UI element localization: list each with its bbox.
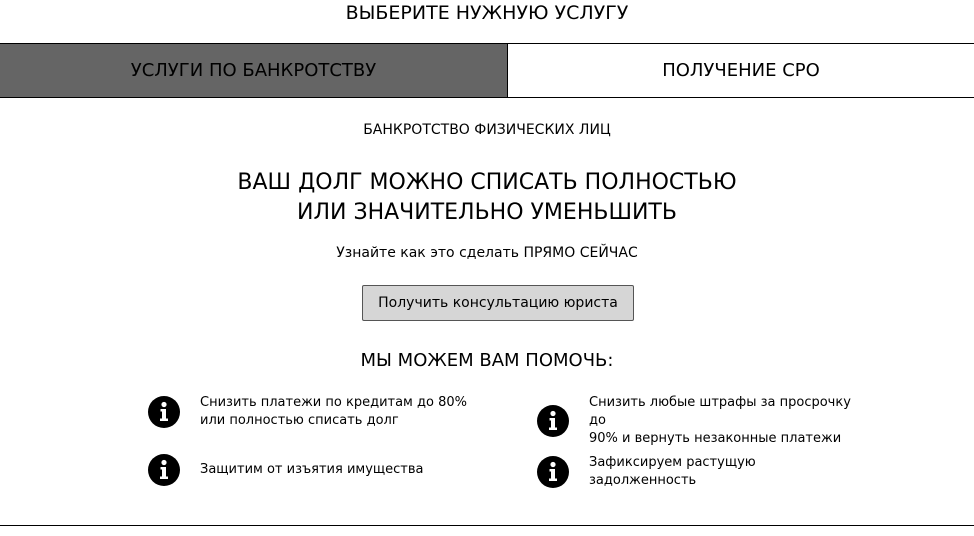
info-icon [148,454,180,486]
feature-item [537,454,859,490]
subline: Узнайте как это сделать ПРЯМО СЕЙЧАС [336,245,638,261]
feature-text [589,394,859,448]
feature-text-line-1: Защитим от изъятия имущества [200,462,424,477]
info-icon [537,456,569,488]
service-tabs [0,43,974,98]
info-icon [537,405,569,437]
feature-text-line-1: Снизить платежи по кредитам до 80% [200,395,467,410]
feature-text-line-2: или полностью списать долг [200,413,399,428]
headline-line-1: ВАШ ДОЛГ МОЖНО СПИСАТЬ ПОЛНОСТЬЮ [237,170,737,195]
bottom-divider [0,525,974,526]
feature-text [200,394,467,430]
get-consultation-button[interactable]: Получить консультацию юриста [362,285,634,321]
feature-text-line-1: Снизить любые штрафы за просрочку до [589,395,851,428]
help-heading: МЫ МОЖЕМ ВАМ ПОМОЧЬ: [360,350,614,371]
page-heading: ВЫБЕРИТЕ НУЖНУЮ УСЛУГУ [345,2,629,24]
headline [0,168,974,228]
feature-item [537,394,859,448]
section-label: БАНКРОТСТВО ФИЗИЧЕСКИХ ЛИЦ [363,122,611,138]
feature-text [200,461,424,479]
tab-sro[interactable]: ПОЛУЧЕНИЕ СРО [508,44,974,97]
info-icon [148,396,180,428]
feature-item [148,454,424,486]
tab-bankruptcy-services[interactable]: УСЛУГИ ПО БАНКРОТСТВУ [0,44,508,97]
feature-text-line-1: Зафиксируем растущую задолженность [589,455,756,488]
headline-line-2: ИЛИ ЗНАЧИТЕЛЬНО УМЕНЬШИТЬ [297,200,677,225]
feature-text [589,454,859,490]
feature-item [148,394,467,430]
feature-text-line-2: 90% и вернуть незаконные платежи [589,431,842,446]
